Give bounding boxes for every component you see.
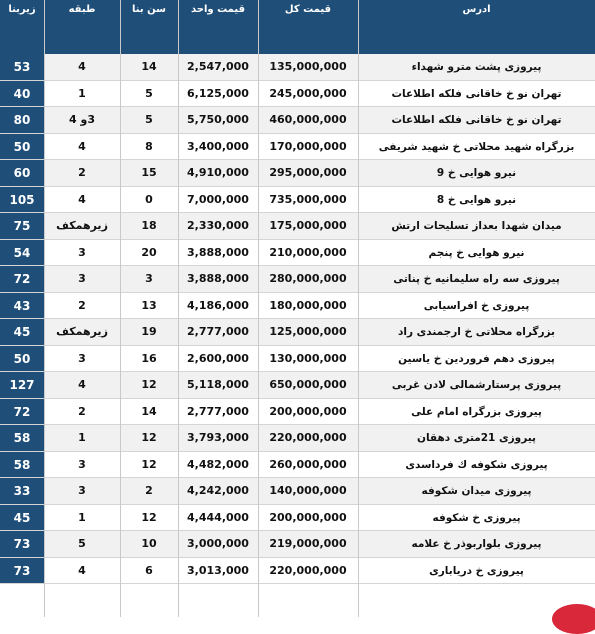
table-row — [0, 187, 595, 214]
header-age: سن بنا — [132, 4, 166, 15]
cell-age: 8 — [145, 139, 153, 153]
cell-address: نیرو هوایی خ 8 — [436, 193, 517, 206]
cell-total-price: 280,000,000 — [269, 272, 347, 285]
table-row — [0, 531, 595, 558]
cell-unit-price: 4,910,000 — [187, 166, 249, 179]
cell-address: بزرگراه محلاتی خ ارجمندی راد — [397, 326, 555, 338]
cell-address: تهران نو خ خاقانی فلکه اطلاعات — [391, 114, 562, 126]
cell-age: 19 — [141, 325, 157, 338]
cell-address: نیرو هوایی خ 9 — [436, 167, 517, 179]
cell-unit-price: 3,793,000 — [187, 431, 249, 444]
cell-address: پیروزی میدان شکوفه — [421, 485, 532, 497]
cell-age: 3 — [145, 272, 153, 285]
cell-floor: زیرهمکف — [56, 325, 108, 338]
cell-age: 20 — [141, 245, 157, 259]
cell-area: 73 — [0, 558, 44, 585]
cell-total-price: 175,000,000 — [269, 219, 347, 232]
cell-unit-price: 3,888,000 — [187, 272, 249, 285]
cell-area: 72 — [0, 399, 44, 426]
cell-area: 58 — [0, 452, 44, 479]
cell-unit-price: 7,000,000 — [187, 192, 249, 206]
cell-age: 14 — [141, 60, 157, 73]
cell-area: 80 — [0, 107, 44, 134]
cell-area: 50 — [0, 346, 44, 373]
cell-address: پیروزی سه راه سلیمانیه خ پناتی — [393, 273, 560, 285]
row-divider — [0, 583, 595, 584]
cell-floor: 4 — [78, 378, 86, 391]
cell-floor: 3 — [78, 245, 86, 259]
cell-area: 50 — [0, 134, 44, 161]
cell-area: 43 — [0, 293, 44, 320]
cell-area: 72 — [0, 266, 44, 293]
cell-area: 127 — [0, 372, 44, 399]
cell-total-price: 210,000,000 — [269, 245, 347, 259]
cell-total-price: 180,000,000 — [269, 298, 347, 312]
table-row — [0, 425, 595, 452]
cell-unit-price: 2,600,000 — [187, 351, 249, 365]
cell-floor: 3 — [78, 272, 86, 285]
cell-age: 5 — [145, 113, 153, 126]
cell-unit-price: 4,482,000 — [187, 457, 249, 471]
cell-address: بزرگراه شهید محلاتی خ شهید شریفی — [378, 140, 575, 153]
cell-address: پیروزی خ شکوفه — [432, 511, 521, 524]
cell-floor: 1 — [78, 431, 86, 444]
column-divider — [258, 0, 259, 617]
cell-area: 40 — [0, 81, 44, 108]
cell-unit-price: 3,400,000 — [187, 139, 249, 153]
table-row — [0, 81, 595, 108]
cell-address: میدان شهدا بعداز تسلیحات ارتش — [391, 220, 562, 232]
cell-floor: 3و 4 — [69, 113, 95, 126]
cell-total-price: 200,000,000 — [269, 404, 347, 418]
cell-unit-price: 4,444,000 — [187, 510, 249, 524]
cell-area: 33 — [0, 478, 44, 505]
cell-area: 45 — [0, 505, 44, 532]
cell-floor: 4 — [78, 60, 86, 73]
cell-age: 18 — [141, 219, 157, 232]
cell-age: 2 — [145, 484, 153, 497]
table-row — [0, 240, 595, 267]
cell-unit-price: 2,547,000 — [187, 60, 249, 73]
cell-total-price: 135,000,000 — [269, 60, 347, 73]
cell-total-price: 220,000,000 — [269, 563, 347, 577]
cell-floor: 4 — [78, 563, 86, 577]
cell-address: پیروزی پرستارشمالی لادن غربی — [391, 379, 562, 391]
cell-unit-price: 3,888,000 — [187, 245, 249, 259]
cell-area: 45 — [0, 319, 44, 346]
cell-area: 58 — [0, 425, 44, 452]
table-row — [0, 107, 595, 134]
cell-total-price: 140,000,000 — [269, 484, 347, 497]
column-divider — [178, 0, 179, 617]
cell-total-price: 170,000,000 — [269, 139, 347, 153]
cell-floor: 4 — [78, 192, 86, 206]
cell-floor: 3 — [78, 457, 86, 471]
header-unit-price: قیمت واحد — [190, 4, 246, 15]
cell-total-price: 650,000,000 — [269, 378, 347, 391]
table-row — [0, 452, 595, 479]
table-row — [0, 160, 595, 187]
cell-address: پیروزی دهم فروردین خ یاسین — [398, 352, 555, 365]
table-row — [0, 134, 595, 161]
cell-address: پیروزی بزرگراه امام علی — [411, 405, 542, 418]
cell-floor: 3 — [78, 484, 86, 497]
cell-age: 5 — [145, 86, 153, 100]
cell-address: پیروزی خ افراسیابی — [423, 299, 530, 312]
cell-total-price: 219,000,000 — [269, 537, 347, 550]
cell-area: 53 — [0, 54, 44, 81]
cell-address: نیرو هوایی خ پنجم — [428, 246, 525, 259]
cell-unit-price: 2,777,000 — [187, 404, 249, 418]
cell-age: 12 — [141, 457, 157, 471]
header-total-price: قیمت کل — [284, 4, 332, 15]
cell-age: 14 — [141, 404, 157, 418]
cell-age: 12 — [141, 431, 157, 444]
cell-address: پیروزی خ دریابارى — [429, 564, 524, 577]
table-row — [0, 54, 595, 81]
cell-total-price: 125,000,000 — [269, 325, 347, 338]
cell-unit-price: 5,118,000 — [187, 378, 249, 391]
logo-badge — [552, 604, 595, 634]
cell-unit-price: 4,186,000 — [187, 298, 249, 312]
table-row — [0, 293, 595, 320]
table-row — [0, 399, 595, 426]
cell-floor: 2 — [78, 166, 86, 179]
cell-address: تهران نو خ خاقانی فلکه اطلاعات — [391, 87, 562, 100]
cell-unit-price: 3,000,000 — [187, 537, 249, 550]
table-row — [0, 266, 595, 293]
cell-age: 12 — [141, 378, 157, 391]
column-divider — [120, 0, 121, 617]
table-header — [0, 0, 595, 54]
cell-age: 16 — [141, 351, 157, 365]
cell-unit-price: 2,330,000 — [187, 219, 249, 232]
cell-age: 0 — [145, 192, 153, 206]
cell-total-price: 130,000,000 — [269, 351, 347, 365]
cell-area: 105 — [0, 187, 44, 214]
cell-floor: زیرهمکف — [56, 219, 108, 232]
header-area: زیربنا — [8, 4, 36, 15]
table-row — [0, 558, 595, 585]
cell-address: پیروزی شکوفه ك فرداسدی — [405, 458, 548, 471]
cell-address: پیروزی 21متری دهقان — [417, 432, 536, 444]
cell-unit-price: 6,125,000 — [187, 86, 249, 100]
table-row — [0, 213, 595, 240]
cell-age: 12 — [141, 510, 157, 524]
cell-total-price: 245,000,000 — [269, 86, 347, 100]
cell-age: 15 — [141, 166, 157, 179]
header-floor: طبقه — [68, 4, 96, 15]
cell-unit-price: 2,777,000 — [187, 325, 249, 338]
cell-floor: 4 — [78, 139, 86, 153]
table-row — [0, 319, 595, 346]
cell-floor: 5 — [78, 537, 86, 550]
cell-age: 13 — [141, 298, 157, 312]
cell-area: 54 — [0, 240, 44, 267]
cell-unit-price: 4,242,000 — [187, 484, 249, 497]
table-row — [0, 505, 595, 532]
cell-floor: 2 — [78, 298, 86, 312]
header-address: ادرس — [462, 4, 491, 15]
cell-age: 10 — [141, 537, 157, 550]
cell-total-price: 200,000,000 — [269, 510, 347, 524]
cell-total-price: 735,000,000 — [269, 192, 347, 206]
cell-floor: 2 — [78, 404, 86, 418]
cell-floor: 3 — [78, 351, 86, 365]
cell-total-price: 295,000,000 — [269, 166, 347, 179]
cell-area: 73 — [0, 531, 44, 558]
column-divider — [358, 0, 359, 617]
cell-address: پیروزی پشت مترو شهداء — [411, 61, 542, 73]
cell-floor: 1 — [78, 86, 86, 100]
cell-area: 60 — [0, 160, 44, 187]
cell-unit-price: 3,013,000 — [187, 563, 249, 577]
table-row — [0, 478, 595, 505]
cell-area: 75 — [0, 213, 44, 240]
cell-total-price: 260,000,000 — [269, 457, 347, 471]
cell-unit-price: 5,750,000 — [187, 113, 249, 126]
cell-age: 6 — [145, 563, 153, 577]
cell-total-price: 220,000,000 — [269, 431, 347, 444]
column-divider — [44, 0, 45, 617]
cell-total-price: 460,000,000 — [269, 113, 347, 126]
table-row — [0, 372, 595, 399]
cell-floor: 1 — [78, 510, 86, 524]
cell-address: پیروزی بلواربوذر خ علامه — [411, 538, 542, 550]
table-row — [0, 346, 595, 373]
